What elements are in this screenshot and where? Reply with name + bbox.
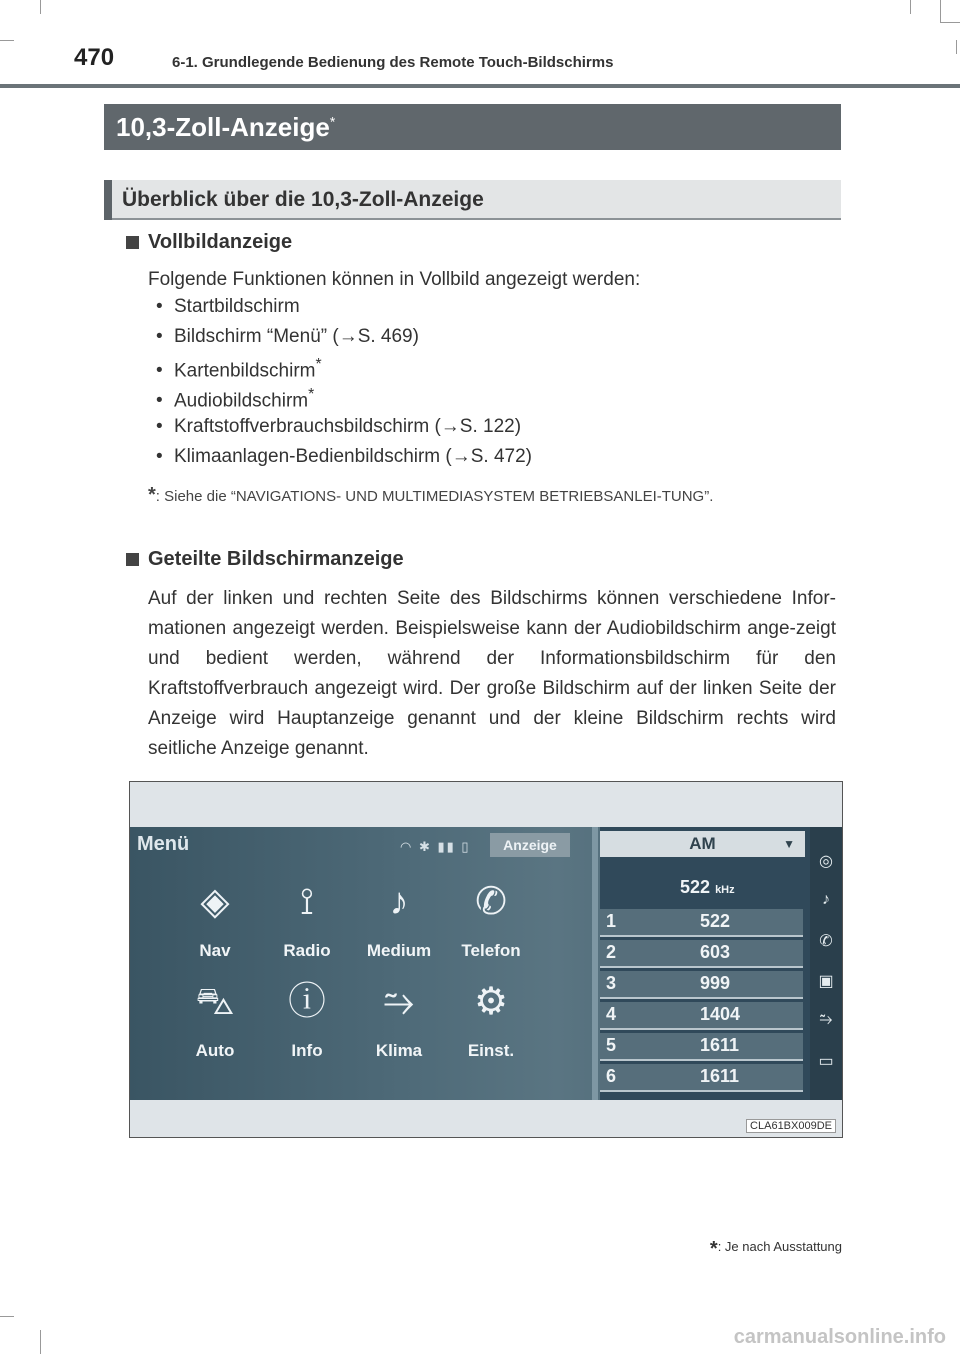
heading-vollbild: Vollbildanzeige [148,231,293,253]
section-title: 10,3-Zoll-Anzeige* [116,112,336,142]
preset-button[interactable]: 4 1404 [600,1002,803,1030]
subsection-title: Überblick über die 10,3-Zoll-Anzeige [122,188,484,211]
menu-item-nav[interactable]: ◈ Nav [170,877,260,961]
image-code: CLA61BX009DE [746,1119,836,1133]
menu-item-klima[interactable]: ⥲ Klima [354,977,444,1061]
side-display [600,827,810,1100]
menu-item-radio[interactable]: ⟟ Radio [262,877,352,961]
crop-mark [956,40,957,54]
dropdown-arrow-icon: ▼ [783,837,795,851]
seat-climate-icon: ⥲ [383,981,415,1023]
menu-item-auto[interactable]: ⛍ Auto [170,977,260,1061]
menu-item-info[interactable]: ⓘ Info [262,977,352,1061]
display-screen [130,827,842,1100]
info-icon: ⓘ [287,981,326,1023]
phone-icon: ✆ [475,881,507,923]
phone-icon[interactable]: ✆ [819,933,833,950]
watermark: carmanualsonline.info [733,1326,946,1348]
crop-mark [940,22,960,23]
screen-icon[interactable]: ▭ [818,1053,834,1070]
vollbild-intro: Folgende Funktionen können in Vollbild angezeigt werden: [148,269,641,290]
running-head: 6-1. Grundlegende Bedienung des Remote Touch-Bildschirms [172,54,614,71]
car-icon: ⛍ [195,981,235,1023]
band-select[interactable]: AM ▼ [600,831,805,857]
crop-mark [0,40,14,41]
heading-geteilt: Geteilte Bildschirmanzeige [148,548,404,570]
subsection-accent [104,180,112,220]
radio-tower-icon: ⟟ [299,881,315,923]
subsection-bar [104,180,841,220]
menu-item-medium[interactable]: ♪ Medium [354,877,444,961]
list-item: • Audiobildschirm* [156,386,315,412]
screen-divider [592,827,598,1100]
settings-icon: ⚙ [473,981,509,1023]
crop-mark [40,0,41,14]
list-item: • Startbildschirm [156,296,300,317]
crop-mark [0,1316,14,1317]
preset-button[interactable]: 2 603 [600,940,803,968]
list-item: • Bildschirm “Menü” (→S. 469) [156,326,419,347]
crop-mark [940,0,941,22]
page-number: 470 [74,44,115,71]
list-item: • Klimaanlagen-Bedienbildschirm (→S. 472) [156,446,533,467]
compass-icon: ◈ [200,881,230,923]
preset-button[interactable]: 6 1611 [600,1064,803,1092]
geteilt-paragraph: Auf der linken und rechten Seite des Bildschirms können verschiedene Infor-mationen angezeigt werden. Beispielsweise kann der Audiobildschirm ange-zeigt und bedient werden, während der Informationsbildschirm für den Kraftstoffverbrauch angezeigt wird. Der große Bildschirm auf der linken Seite der Anzeige wird Hauptanzeige genannt und der kleine Bildschirm rechts wird seitliche Anzeige genannt. [148,588,836,759]
preset-button[interactable]: 3 999 [600,971,803,999]
frequency-readout: 522 kHz [680,877,735,897]
menu-item-telefon[interactable]: ✆ Telefon [446,877,536,961]
square-bullet-icon [126,553,139,566]
navigation-icon[interactable]: ◎ [819,853,833,870]
page-footnote: *: Je nach Ausstattung [709,1238,842,1260]
picture-icon[interactable]: ▣ [818,973,834,990]
list-item: • Kraftstoffverbrauchsbildschirm (→S. 122) [156,416,522,437]
list-item: • Kartenbildschirm* [156,356,322,382]
header-rule [0,84,960,88]
crop-mark [910,0,911,14]
side-icon-bar [810,827,842,1100]
title-footnote-mark: * [329,113,336,130]
menu-title: Menü [137,833,190,855]
music-note-icon: ♪ [389,881,409,923]
menu-item-einst[interactable]: ⚙ Einst. [446,977,536,1061]
section-title-bar [104,104,841,150]
climate-icon[interactable]: ⥲ [819,1011,833,1028]
status-icons: ◠ ✱ ▮▮ ▯ [400,839,471,854]
preset-button[interactable]: 5 1611 [600,1033,803,1061]
footnote-note: *: Siehe die “NAVIGATIONS- UND MULTIMEDIASYSTEM BETRIEBSANLEI-TUNG”. [148,484,714,506]
preset-button[interactable]: 1 522 [600,909,803,937]
square-bullet-icon [126,236,139,249]
crop-mark [40,1330,41,1354]
anzeige-button[interactable]: Anzeige [490,833,570,857]
display-illustration [129,781,843,1138]
music-note-icon[interactable]: ♪ [822,891,830,908]
